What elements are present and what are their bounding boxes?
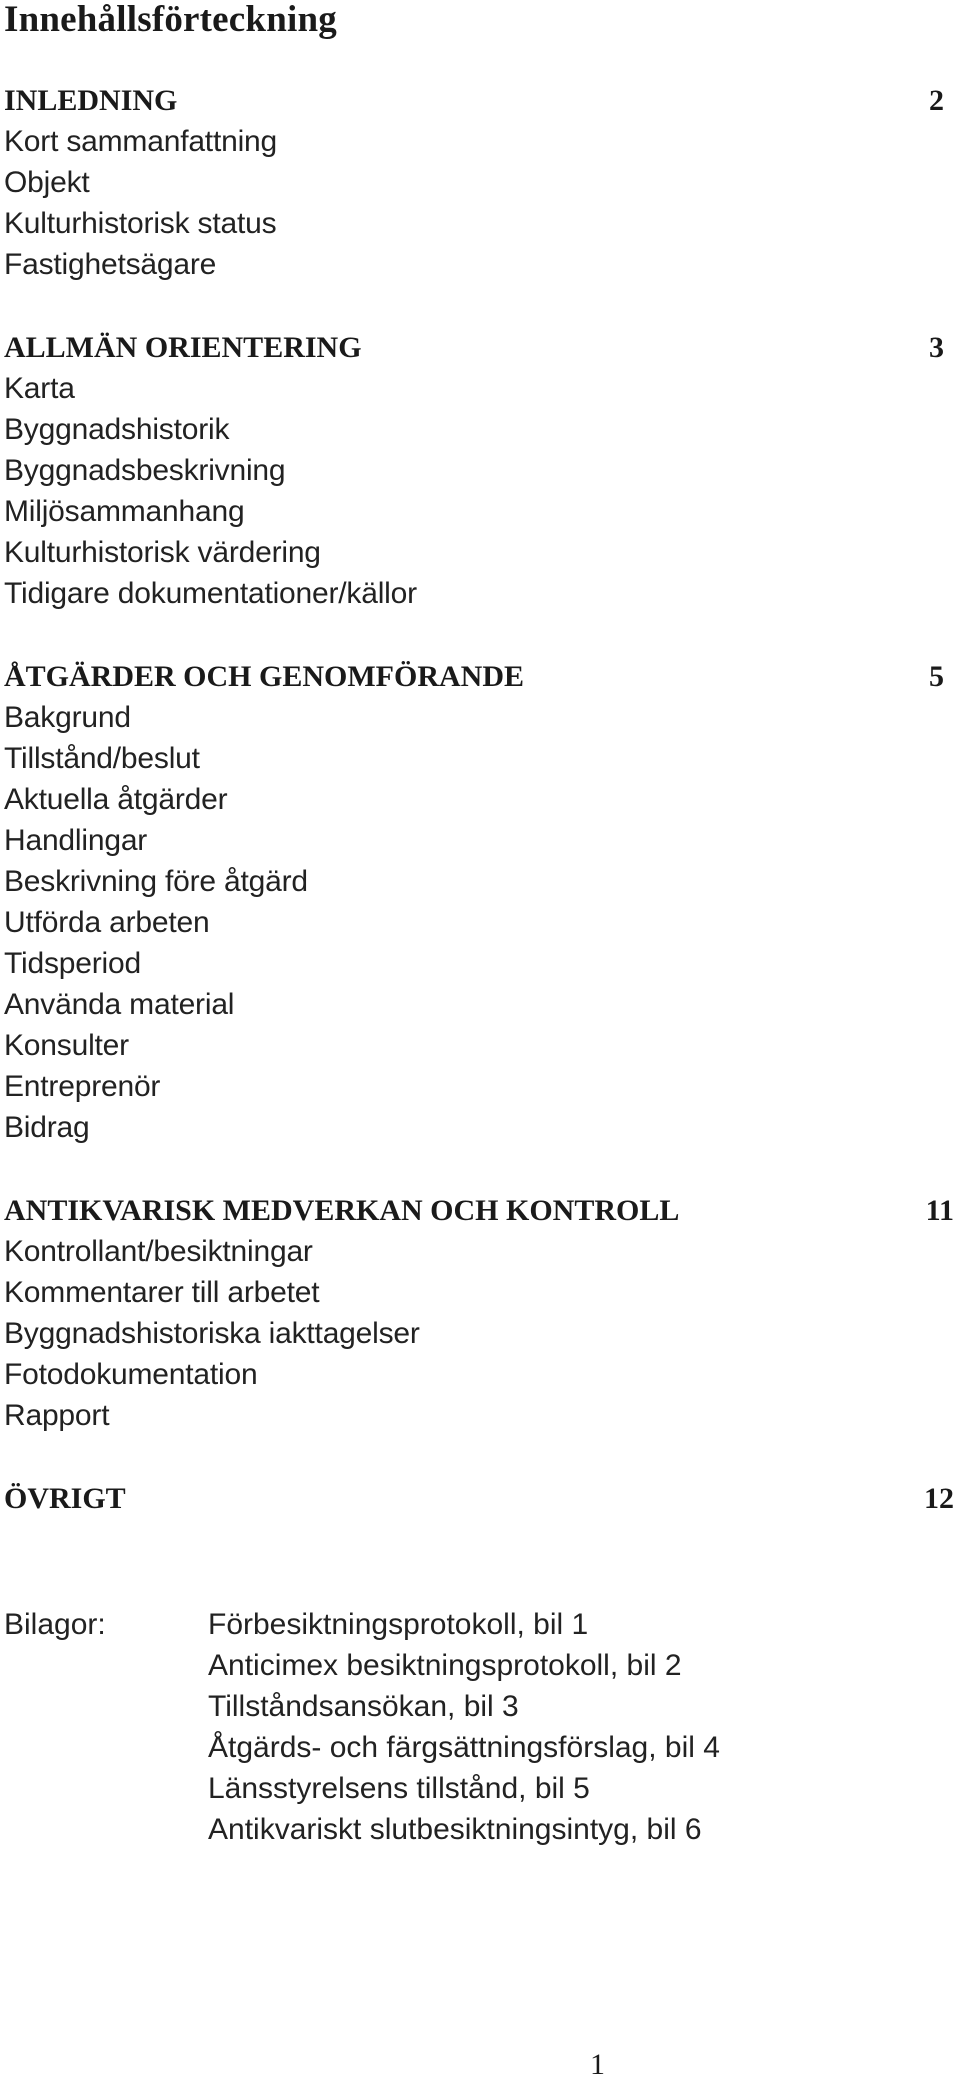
section-page-number: 11: [925, 1194, 954, 1227]
toc-item: Kulturhistorisk status: [4, 207, 277, 240]
toc-item: Tillstånd/beslut: [4, 742, 200, 775]
attachment-item: Åtgärds- och färgsättningsförslag, bil 4: [208, 1731, 720, 1764]
section-page-number: 12: [924, 1482, 954, 1515]
attachment-item: Anticimex besiktningsprotokoll, bil 2: [208, 1649, 682, 1682]
attachment-item: Länsstyrelsens tillstånd, bil 5: [208, 1772, 590, 1805]
toc-item: Tidsperiod: [4, 947, 141, 980]
section-heading: ÖVRIGT: [4, 1482, 126, 1515]
attachments-block: [4, 1604, 720, 1850]
toc-item: Använda material: [4, 988, 235, 1021]
toc-item: Kulturhistorisk värdering: [4, 536, 321, 569]
toc-item: Beskrivning före åtgärd: [4, 865, 308, 898]
attachment-item: Tillståndsansökan, bil 3: [208, 1690, 519, 1723]
toc-section-antikvarisk: [4, 1190, 954, 1436]
toc-item: Karta: [4, 372, 75, 405]
section-page-number: 5: [929, 660, 944, 693]
toc-item: Fastighetsägare: [4, 248, 217, 281]
section-heading: ALLMÄN ORIENTERING: [4, 331, 362, 364]
section-page-number: 3: [929, 331, 944, 364]
toc-item: Rapport: [4, 1399, 110, 1432]
toc-section-atgarder: [4, 656, 954, 1148]
toc-item: Entreprenör: [4, 1070, 161, 1103]
toc-item: Bakgrund: [4, 701, 131, 734]
toc-item: Bidrag: [4, 1111, 90, 1144]
toc-item: Objekt: [4, 166, 90, 199]
section-items: [4, 1231, 954, 1436]
toc-section-ovrigt: [4, 1478, 954, 1519]
toc-item: Kommentarer till arbetet: [4, 1276, 320, 1309]
attachments-list: [208, 1604, 720, 1850]
section-heading: INLEDNING: [4, 84, 178, 117]
attachment-item: Antikvariskt slutbesiktningsintyg, bil 6: [208, 1813, 702, 1846]
section-heading: ÅTGÄRDER OCH GENOMFÖRANDE: [4, 660, 525, 693]
toc-item: Miljösammanhang: [4, 495, 245, 528]
section-items: [4, 697, 954, 1148]
toc-item: Fotodokumentation: [4, 1358, 258, 1391]
page-number: 1: [590, 2048, 605, 2081]
toc-item: Byggnadsbeskrivning: [4, 454, 286, 487]
section-page-number: 2: [929, 84, 944, 117]
toc-item: Konsulter: [4, 1029, 129, 1062]
toc-item: Kontrollant/besiktningar: [4, 1235, 313, 1268]
toc-item: Byggnadshistoriska iakttagelser: [4, 1317, 420, 1350]
toc-item: Aktuella åtgärder: [4, 783, 228, 816]
toc-section-inledning: [4, 80, 954, 285]
toc-item: Byggnadshistorik: [4, 413, 230, 446]
section-heading: ANTIKVARISK MEDVERKAN OCH KONTROLL: [4, 1194, 680, 1227]
attachment-item: Förbesiktningsprotokoll, bil 1: [208, 1608, 589, 1641]
toc-item: Kort sammanfattning: [4, 125, 277, 158]
section-heading-row: [4, 656, 954, 697]
toc-section-allman-orientering: [4, 327, 954, 614]
section-heading-row: [4, 1190, 954, 1231]
section-heading-row: [4, 80, 954, 121]
toc-item: Handlingar: [4, 824, 148, 857]
attachments-label: Bilagor:: [4, 1608, 106, 1641]
section-items: [4, 121, 954, 285]
section-items: [4, 368, 954, 614]
section-heading-row: [4, 1478, 954, 1519]
toc-item: Utförda arbeten: [4, 906, 210, 939]
toc-item: Tidigare dokumentationer/källor: [4, 577, 417, 610]
page-title: Innehållsförteckning: [4, 0, 337, 40]
section-heading-row: [4, 327, 954, 368]
